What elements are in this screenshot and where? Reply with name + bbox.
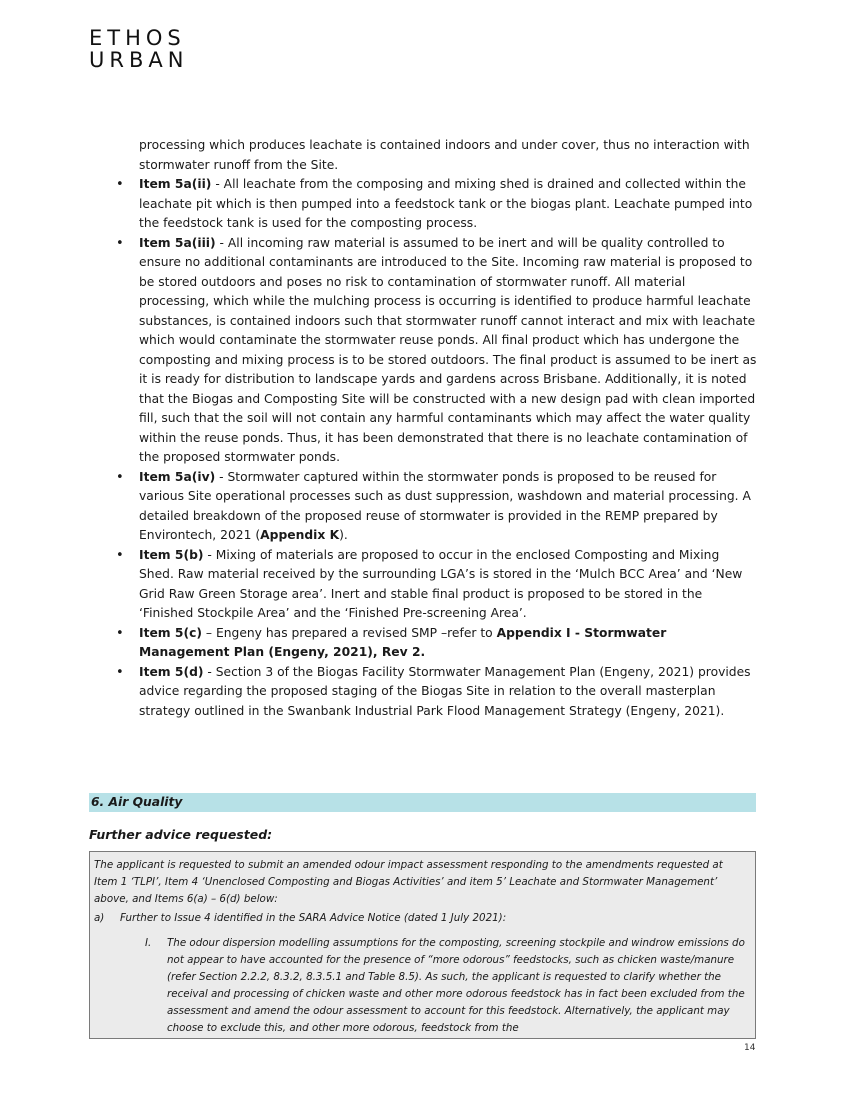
list-item bbox=[116, 546, 758, 624]
section-heading-air-quality: 6. Air Quality bbox=[89, 793, 756, 812]
item-text: - Stormwater captured within the stormwater ponds is proposed to be reused for various Site operational processes such as dust suppression, washdown and material processing. A detailed breakdown of the proposed reuse of stormwater is provided in the REMP prepared by Environtech, 2021 ( bbox=[139, 469, 751, 542]
item-text: - All leachate from the composing and mixing shed is drained and collected within the leachate pit which is then pumped into a feedstock tank or the biogas plant. Leachate pumped into the feedstock tank is used for the composting process. bbox=[139, 177, 753, 230]
list-item bbox=[116, 234, 758, 468]
list-item bbox=[116, 468, 758, 546]
advice-item-a-text: Further to Issue 4 identified in the SARA Advice Notice (dated 1 July 2021): bbox=[120, 912, 507, 924]
item-label: Item 5(c) bbox=[139, 625, 202, 640]
appendix-reference: Appendix K bbox=[260, 528, 340, 542]
item-text: - Section 3 of the Biogas Facility Stormwater Management Plan (Engeny, 2021) provides advice regarding the proposed staging of the Biogas Site in relation to the overall masterplan strategy outlined in the Swanbank Industrial Park Flood Management Strategy (Engeny, 2021). bbox=[139, 664, 751, 718]
advice-subitem-i-text: The odour dispersion modelling assumptions for the composting, screening stockpile and windrow emissions do not appear to have accounted for the presence of “more odorous” feedstocks, such as chicken waste/manure (refer Section 2.2.2, 8.3.2, 8.3.5.1 and Table 8.5). As such, the applicant is requested to clarify whether the receival and processing of chicken waste and other more odorous feedstock has in fact been excluded from the assessment and amend the odour assessment to account for this feedstock. Alternatively, the applicant may choose to exclude this, and other more odorous, feedstock from the bbox=[167, 937, 745, 1034]
list-item bbox=[116, 175, 758, 234]
item-label: Item 5a(iii) bbox=[139, 235, 216, 250]
logo-line-1: ETHOS bbox=[89, 26, 186, 50]
page-number: 14 bbox=[744, 1043, 756, 1053]
item-label: Item 5(b) bbox=[139, 547, 204, 562]
subitem-marker: I. bbox=[145, 937, 152, 949]
list-item bbox=[116, 624, 758, 663]
item-text: - All incoming raw material is assumed to be inert and will be quality controlled to ensure no additional contaminants are introduced to the Site. Incoming raw material is proposed to be stored outdoors and poses no risk to contamination of stormwater runoff. All material processing, which while the mulching process is occurring is identified to produce harmful leachate substances, is contained indoors such that stormwater runoff cannot interact and mix with leachate which would contaminate the stormwater reuse ponds. All final product which has undergone the composting and mixing process is to be stored outdoors. The final product is assumed to be inert as it is ready for distribution to landscape yards and gardens across Brisbane. Additionally, it is noted that the Biogas and Composting Site will be constructed with a new design pad with clean imported fill, such that the soil will not contain any harmful contaminants which may affect the water quality within the reuse ponds. Thus, it has been demonstrated that there is no leachate contamination of the proposed stormwater ponds. bbox=[139, 235, 757, 464]
item-marker: a) bbox=[94, 912, 105, 924]
advice-request-box bbox=[89, 851, 756, 1039]
appendix-reference: Appendix I - Stormwater Management Plan (Engeny, 2021), Rev 2. bbox=[139, 625, 667, 659]
item-tail: ). bbox=[339, 528, 348, 542]
ethos-urban-logo bbox=[89, 27, 188, 71]
list-item bbox=[116, 663, 758, 722]
body-text bbox=[116, 136, 758, 721]
item-text: - Mixing of materials are proposed to occur in the enclosed Composting and Mixing Shed. Raw material received by the surrounding LGA’s is stored in the ‘Mulch BCC Area’ and ‘New Grid Raw Green Storage area’. Inert and stable final product is proposed to be stored in the ‘Finished Stockpile Area’ and the ‘Finished Pre-screening Area’. bbox=[139, 547, 743, 620]
continued-paragraph: processing which produces leachate is contained indoors and under cover, thus no interaction with stormwater runoff from the Site. bbox=[139, 138, 750, 172]
advice-item-a bbox=[94, 910, 747, 927]
item-text: – Engeny has prepared a revised SMP –refer to bbox=[201, 625, 497, 640]
item-list bbox=[116, 175, 758, 721]
advice-intro: The applicant is requested to submit an amended odour impact assessment responding to the amendments requested at Item 1 ‘TLPI’, Item 4 ‘Unenclosed Composting and Biogas Activities’ and item 5’ Leachate and Stormwater Management’ above, and Items 6(a) – 6(d) below: bbox=[94, 859, 723, 905]
further-advice-label: Further advice requested: bbox=[89, 827, 273, 842]
item-label: Item 5(d) bbox=[139, 664, 204, 679]
logo-line-2: URBAN bbox=[89, 48, 189, 72]
advice-subitem-i bbox=[94, 935, 747, 1037]
item-label: Item 5a(ii) bbox=[139, 177, 212, 191]
item-label: Item 5a(iv) bbox=[139, 469, 216, 484]
